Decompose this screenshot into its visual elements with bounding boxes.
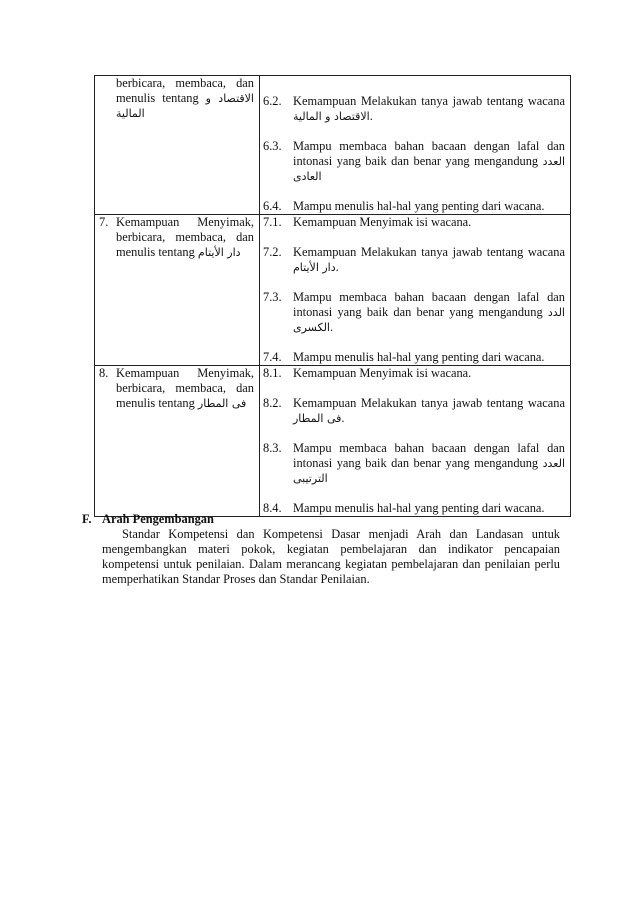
kd-item: 6.2. Kemampuan Melakukan tanya jawab tentang wacana الاقتصاد و المالية.: [263, 94, 565, 123]
kd-item: 7.4. Mampu menulis hal-hal yang penting dari wacana.: [263, 350, 545, 364]
sk-arabic: فى المطار: [197, 397, 247, 410]
sk-arabic: دار الأيتام: [197, 246, 241, 259]
kd-cell: [260, 215, 571, 366]
section-arah-pengembangan: [82, 512, 560, 587]
kd-item: 8.4. Mampu menulis hal-hal yang penting dari wacana.: [263, 501, 545, 515]
sk-cell: [95, 366, 260, 517]
competency-table: [94, 75, 571, 517]
sk-cell: [95, 215, 260, 366]
section-title: Arah Pengembangan: [102, 512, 214, 526]
kd-cell: [260, 366, 571, 517]
sk-number: 8.: [99, 366, 109, 380]
sk-cell: [95, 76, 260, 215]
sk-number: [99, 76, 116, 121]
kd-item: 8.2. Kemampuan Melakukan tanya jawab tentang wacana فى المطار.: [263, 396, 565, 425]
kd-item: 6.4. Mampu menulis hal-hal yang penting dari wacana.: [263, 199, 545, 213]
sk-arabic: الاقتصاد و المالية: [116, 92, 254, 120]
kd-item: 6.3. Mampu membaca bahan bacaan dengan lafal dan intonasi yang baik dan benar yang mengandung العدد العادى: [263, 139, 565, 183]
table-row: [95, 76, 571, 215]
kd-item: 8.1. Kemampuan Menyimak isi wacana.: [263, 366, 472, 380]
sk-text: Kemampuan Menyimak, berbicara, membaca, dan menulis tentang فى المطار: [116, 366, 254, 410]
sk-text: Kemampuan Menyimak, berbicara, membaca, dan menulis tentang دار الأيتام: [116, 215, 254, 259]
section-heading: [82, 512, 560, 527]
table-row: [95, 366, 571, 517]
section-letter: F.: [82, 512, 92, 526]
kd-item: 7.1. Kemampuan Menyimak isi wacana.: [263, 215, 472, 229]
section-paragraph: Standar Kompetensi dan Kompetensi Dasar menjadi Arah dan Landasan untuk mengembangkan materi pokok, kegiatan pembelajaran dan indikator pencapaian kompetensi untuk penilaian. Dalam merancang kegiatan pembelajaran dan penilaian perlu memperhatikan Standar Proses dan Standar Penilaian.: [102, 527, 560, 586]
sk-number: 7.: [99, 215, 109, 229]
sk-text: berbicara, membaca, dan menulis tentang الاقتصاد و المالية: [116, 76, 254, 120]
kd-cell: [260, 76, 571, 215]
kd-item: 7.3. Mampu membaca bahan bacaan dengan lafal dan intonasi yang baik dan benar yang mengandung الدد الكسرى.: [263, 290, 565, 334]
table-row: [95, 215, 571, 366]
kd-item: 7.2. Kemampuan Melakukan tanya jawab tentang wacana دار الأيتام.: [263, 245, 565, 274]
kd-item: 8.3. Mampu membaca bahan bacaan dengan lafal dan intonasi yang baik dan benar yang mengandung العدد الترتيبى: [263, 441, 565, 485]
